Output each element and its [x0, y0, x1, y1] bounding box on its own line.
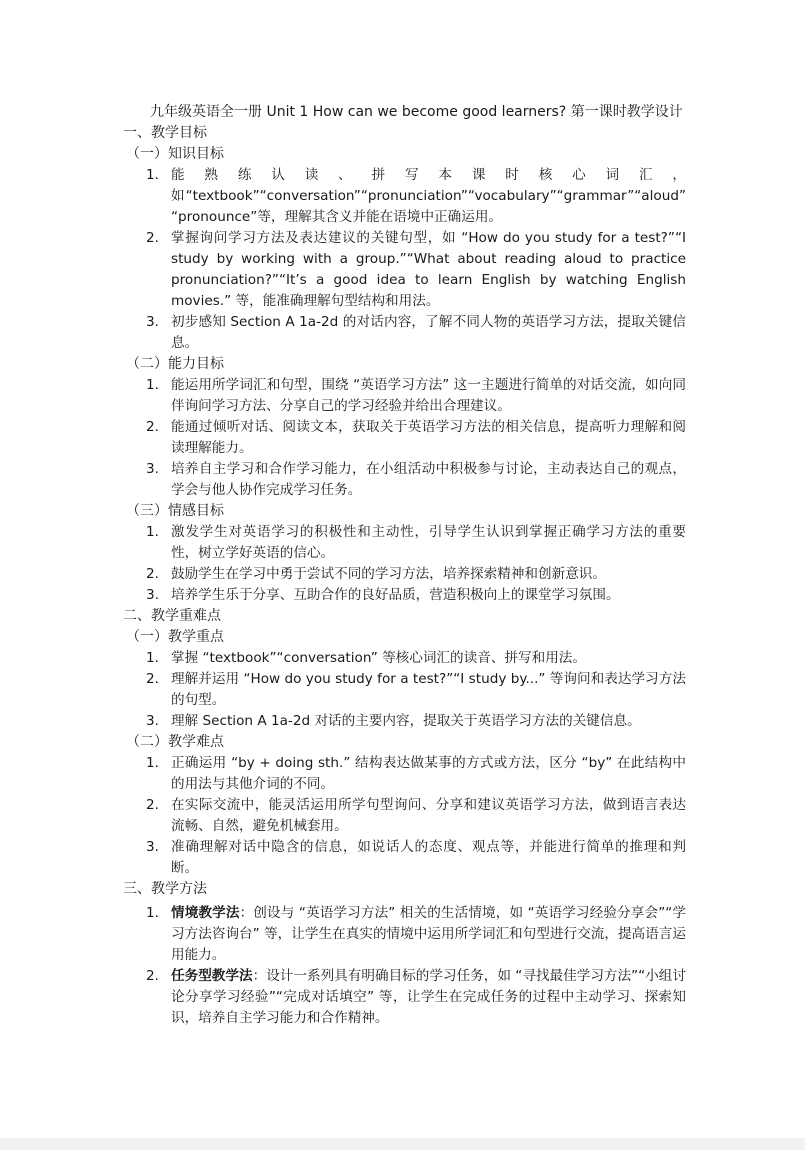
section-heading-teaching-methods: 三、教学方法: [123, 881, 207, 897]
list-item-text: 理解并运用 “How do you study for a test?”“I study by...” 等询问和表达学习方法的句型。: [171, 671, 686, 708]
list-item-text: 掌握询问学习方法及表达建议的关键句型，如 “How do you study for a test?”“I study by working with a group.”“What about reading aloud to practice pronunciation?”“It’s a good idea to learn English by watching English movies.” 等，能准确理解句型结构和用法。: [171, 230, 686, 309]
list-item-text: 鼓励学生在学习中勇于尝试不同的学习方法，培养探索精神和创新意识。: [171, 566, 606, 582]
list-item: [146, 648, 686, 669]
list-item-text: 能运用所学词汇和句型，围绕 “英语学习方法” 这一主题进行简单的对话交流，如向同伴询问学习方法、分享自己的学习经验并给出合理建议。: [171, 377, 686, 414]
list-item-number: 1.: [146, 905, 159, 921]
list-item: [146, 966, 686, 1029]
list-item-text: [171, 966, 686, 1029]
list-item-number: 2.: [146, 566, 159, 582]
subsection-heading-difficult-points: （二）教学难点: [126, 734, 224, 750]
list-item-number: 3.: [146, 713, 159, 729]
list-item-number: 1.: [146, 524, 159, 540]
document-title: 九年级英语全一册 Unit 1 How can we become good learners? 第一课时教学设计: [150, 104, 683, 120]
list-item-number: 2.: [146, 419, 159, 435]
list-item-text: 理解 Section A 1a-2d 对话的主要内容，提取关于英语学习方法的关键信息。: [171, 713, 641, 729]
list-item: [146, 522, 686, 564]
list-item: [146, 564, 686, 585]
list-item: [146, 459, 686, 501]
section-heading-key-difficult-points: 二、教学重难点: [123, 608, 221, 624]
list-item-text: 掌握 “textbook”“conversation” 等核心词汇的读音、拼写和用法。: [171, 650, 586, 666]
list-item: [146, 753, 686, 795]
subsection-heading-ability-goals: （二）能力目标: [126, 356, 224, 372]
subsection-heading-knowledge-goals: （一）知识目标: [126, 146, 224, 162]
list-item-number: 2.: [146, 797, 159, 813]
list-item-number: 2.: [146, 230, 159, 246]
list-item: [146, 312, 686, 354]
method-label: 任务型教学法: [171, 968, 253, 984]
list-item-text: [171, 903, 686, 966]
list-item: [146, 903, 686, 966]
section-heading-teaching-goals: 一、教学目标: [123, 125, 207, 141]
list-item-number: 1.: [146, 650, 159, 666]
list-item-number: 1.: [146, 755, 159, 771]
list-item: [146, 585, 686, 606]
list-item-number: 3.: [146, 314, 159, 330]
list-item-number: 2.: [146, 968, 159, 984]
list-item: [146, 228, 686, 312]
list-item-number: 3.: [146, 461, 159, 477]
list-item: [146, 837, 686, 879]
list-item-number: 1.: [146, 167, 159, 183]
list-item-number: 2.: [146, 671, 159, 687]
method-description: ：设计一系列具有明确目标的学习任务，如 “寻找最佳学习方法”“小组讨论分享学习经验”“完成对话填空” 等，让学生在完成任务的过程中主动学习、探索知识，培养自主学习能力和合作精神。: [171, 968, 686, 1026]
list-item: [146, 375, 686, 417]
list-item-number: 3.: [146, 587, 159, 603]
list-item-text: 培养学生乐于分享、互助合作的良好品质，营造积极向上的课堂学习氛围。: [171, 587, 620, 603]
list-item: [146, 669, 686, 711]
list-item-number: 1.: [146, 377, 159, 393]
method-label: 情境教学法: [171, 905, 240, 921]
list-item-text: 激发学生对英语学习的积极性和主动性，引导学生认识到掌握正确学习方法的重要性，树立学好英语的信心。: [171, 524, 686, 561]
page-footer-band: [0, 1138, 805, 1150]
list-item-text: 培养自主学习和合作学习能力，在小组活动中积极参与讨论，主动表达自己的观点，学会与他人协作完成学习任务。: [171, 461, 686, 498]
list-item-text: 能通过倾听对话、阅读文本，获取关于英语学习方法的相关信息，提高听力理解和阅读理解能力。: [171, 419, 686, 456]
list-item: [146, 711, 686, 732]
list-item: [146, 417, 686, 459]
list-item-text: 准确理解对话中隐含的信息，如说话人的态度、观点等，并能进行简单的推理和判断。: [171, 839, 686, 876]
list-item: [146, 165, 686, 228]
list-item-text: 能熟练认读、拼写本课时核心词汇，如“textbook”“conversation”“pronunciation”“vocabulary”“grammar”“aloud”“pronounce”等，理解其含义并能在语境中正确运用。: [171, 167, 686, 225]
method-description: ：创设与 “英语学习方法” 相关的生活情境，如 “英语学习经验分享会”“学习方法咨询台” 等，让学生在真实的情境中运用所学词汇和句型进行交流，提高语言运用能力。: [171, 905, 686, 963]
list-item-text: 初步感知 Section A 1a-2d 的对话内容，了解不同人物的英语学习方法，提取关键信息。: [171, 314, 686, 351]
list-item: [146, 795, 686, 837]
list-item-text: 在实际交流中，能灵活运用所学句型询问、分享和建议英语学习方法，做到语言表达流畅、自然，避免机械套用。: [171, 797, 686, 834]
subsection-heading-emotion-goals: （三）情感目标: [126, 503, 224, 519]
subsection-heading-key-points: （一）教学重点: [126, 629, 224, 645]
list-item-number: 3.: [146, 839, 159, 855]
list-item-text: 正确运用 “by + doing sth.” 结构表达做某事的方式或方法，区分 “by” 在此结构中的用法与其他介词的不同。: [171, 755, 686, 792]
